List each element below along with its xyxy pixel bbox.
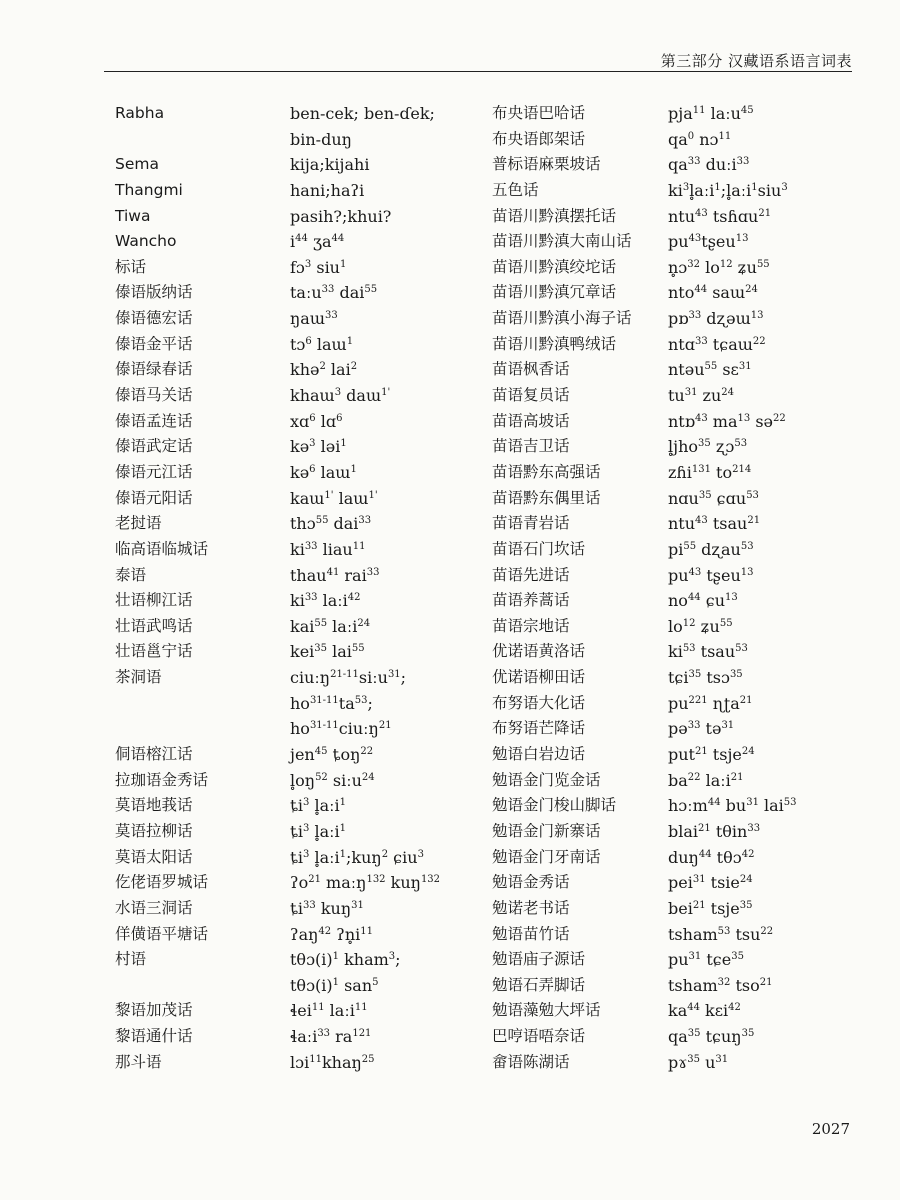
- language-name: [115, 716, 285, 742]
- word-form: ciuːŋ$^{21-11}$siːu$^{31}$;: [290, 668, 407, 688]
- word-form: pɤ$^{35}$ $u^{31}$: [668, 1052, 729, 1072]
- right-word-forms: [668, 101, 878, 1075]
- language-name: 傣语孟连话: [115, 411, 193, 430]
- word-form: tɕi$^{35}$ tsɔ$^{35}$: [668, 668, 743, 688]
- language-name: 标话: [115, 257, 147, 276]
- word-form: $ho^{31-11}ta^{53}$;: [290, 693, 373, 713]
- word-form: thɔ$^{55}$ dai$^{33}$: [290, 514, 372, 534]
- language-name: 傣语马关话: [115, 386, 193, 405]
- language-name: 勉语金门新寨话: [492, 821, 601, 840]
- language-name: 傣语金平话: [115, 334, 193, 353]
- language-name: 茶洞语: [115, 668, 162, 687]
- word-form: xɑ$^6$ lɑ$^6$: [290, 411, 343, 431]
- language-name: [115, 691, 285, 717]
- word-form: tsham$^{53}$ tsu$^{22}$: [668, 924, 774, 944]
- word-form: $ki^{33}$ liau$^{11}$: [290, 539, 366, 559]
- language-name: 临高语临城话: [115, 539, 209, 558]
- language-name: 傣语元阳话: [115, 488, 193, 507]
- language-name: 勉语金门览金话: [492, 770, 601, 789]
- word-form: lɔi$^{11}$khaŋ$^{25}$: [290, 1052, 375, 1072]
- word-form: ntəu$^{55}$ sɛ$^{31}$: [668, 360, 752, 380]
- language-name: 莫语太阳话: [115, 847, 193, 866]
- word-form: hɔːm$^{44}$ $bu^{31}$ lai$^{53}$: [668, 796, 797, 816]
- language-name: 勉语庙子源话: [492, 950, 586, 969]
- language-name: 布努语芒降话: [492, 719, 586, 738]
- language-name: 巴哼语唔奈话: [492, 1027, 586, 1046]
- word-form: nto$^{44}$ saɯ$^{24}$: [668, 283, 758, 303]
- language-name: 布努语大化话: [492, 693, 586, 712]
- word-form: $pu^{31}$ tɕe$^{35}$: [668, 950, 744, 970]
- language-name: 壮语武鸣话: [115, 616, 193, 635]
- word-form: khaɯ$^3$ daɯ$^{1'}$: [290, 386, 391, 406]
- right-language-names: [492, 101, 667, 1075]
- language-name: 普标语麻栗坡话: [492, 155, 601, 174]
- word-form: fɔ$^3$ siu$^1$: [290, 257, 347, 277]
- word-form: pasih?;khui?: [290, 206, 392, 226]
- language-name: 勉语金门梭山脚话: [492, 796, 617, 815]
- language-name: Thangmi: [115, 180, 183, 199]
- word-form: kə$^6$ laɯ$^1$: [290, 462, 357, 482]
- language-name: 佯僙语平塘话: [115, 924, 209, 943]
- language-name: 苗语养蒿话: [492, 591, 570, 610]
- left-language-names: [115, 101, 285, 1075]
- word-form: put$^{21}$ tsje$^{24}$: [668, 745, 755, 765]
- word-form: bei$^{21}$ tsje$^{35}$: [668, 898, 753, 918]
- language-name: 傣语绿春话: [115, 360, 193, 379]
- language-name: 苗语川黔滇小海子话: [492, 309, 632, 328]
- word-form: $pi^{55}$ dʐau$^{53}$: [668, 539, 754, 559]
- language-name: 勉语金门牙南话: [492, 847, 601, 866]
- language-name: 傣语德宏话: [115, 309, 193, 328]
- language-name: 苗语宗地话: [492, 616, 570, 635]
- word-form: $ba^{22}$ laːi$^{21}$: [668, 770, 744, 790]
- language-name: 村语: [115, 950, 147, 969]
- word-form: zɦi$^{131}$ $to^{214}$: [668, 462, 752, 482]
- word-form: ɬaːi$^{33}$ $ra^{121}$: [290, 1027, 372, 1047]
- language-name: 布央语巴哈话: [492, 104, 586, 122]
- language-name: 优诺语黄洛话: [492, 642, 586, 661]
- language-name: 布央语郎架话: [492, 129, 586, 148]
- word-form: kə$^3$ ləi$^1$: [290, 437, 347, 457]
- word-form: blai$^{21}$ tθin$^{33}$: [668, 821, 761, 841]
- word-form: $ki^{53}$ tsau$^{53}$: [668, 642, 748, 662]
- language-name: 那斗语: [115, 1052, 162, 1071]
- word-form: ʔaŋ$^{42}$ $ʔn̥i^{11}$: [290, 924, 373, 944]
- word-form: khə$^2$ lai$^2$: [290, 360, 358, 380]
- language-name: 苗语复员话: [492, 386, 570, 405]
- language-name: 五色话: [492, 180, 539, 199]
- word-form: jen$^{45}$ ȶoŋ$^{22}$: [290, 745, 374, 765]
- language-name: 莫语地莪话: [115, 796, 193, 815]
- word-form: thau$^{41}$ rai$^{33}$: [290, 565, 380, 585]
- language-name: Rabha: [115, 104, 165, 122]
- language-name: 优诺语柳田话: [492, 668, 586, 687]
- language-name: 苗语黔东偶里话: [492, 488, 601, 507]
- word-form: l̥jho$^{35}$ ʐɔ$^{53}$: [668, 437, 748, 457]
- language-name: 苗语青岩话: [492, 514, 570, 533]
- language-name: 傣语武定话: [115, 437, 193, 456]
- language-name: Sema: [115, 155, 159, 174]
- language-name: 壮语柳江话: [115, 591, 193, 610]
- language-name: 苗语川黔滇冗章话: [492, 283, 617, 302]
- word-form: $pu^{221}$ ɳʈa$^{21}$: [668, 693, 753, 713]
- word-form: ntu$^{43}$ tsɦɑu$^{21}$: [668, 206, 772, 226]
- word-form: $ȶi^3$ l̥aːi$^1$;kuŋ$^2$ ɕiu$^3$: [290, 847, 424, 867]
- word-form: taːu$^{33}$ dai$^{55}$: [290, 283, 378, 303]
- word-form: $ki^3l̥aːi^1;l̥aːi^1siu^3$: [668, 180, 788, 200]
- word-form: $ki^{33}$ laːi$^{42}$: [290, 591, 361, 611]
- language-name: 勉诺老书话: [492, 898, 570, 917]
- word-form: ntɒ$^{43}$ $ma^{13}$ sə$^{22}$: [668, 411, 786, 431]
- word-form: kija;kijahi: [290, 155, 370, 175]
- word-form: pɒ$^{33}$ dʐəɯ$^{13}$: [668, 309, 764, 329]
- language-name: 苗语先进话: [492, 565, 570, 584]
- page-number: 2027: [811, 1120, 850, 1138]
- left-word-forms: [290, 101, 490, 1075]
- word-form: $lo^{12}$ ʑu$^{55}$: [668, 616, 733, 636]
- language-name: 老挝语: [115, 514, 162, 533]
- running-header: 第三部分 汉藏语系语言词表: [660, 52, 852, 70]
- word-form: ŋaɯ$^{33}$: [290, 309, 338, 329]
- language-name: 勉语金秀话: [492, 873, 570, 892]
- word-form: kaɯ$^{1'}$ laɯ$^{1'}$: [290, 488, 378, 508]
- word-form: $pu^{43}tʂeu^{13}$: [668, 232, 749, 252]
- language-name: 苗语高坡话: [492, 411, 570, 430]
- language-name: 畲语陈湖话: [492, 1052, 570, 1071]
- language-name: [115, 973, 285, 999]
- word-form: $t\theta ɔ(i)^1$ san$^5$: [290, 975, 379, 995]
- language-name: [115, 127, 285, 153]
- word-form: ntɑ$^{33}$ tɕaɯ$^{22}$: [668, 334, 766, 354]
- language-name: 壮语邕宁话: [115, 642, 193, 661]
- word-form: $ȶi^{33}$ kuŋ$^{31}$: [290, 898, 364, 918]
- word-form: $qa^{35}$ tɕuŋ$^{35}$: [668, 1027, 755, 1047]
- language-name: 苗语石门坎话: [492, 539, 586, 558]
- language-name: 勉语藻勉大坪话: [492, 1001, 601, 1020]
- language-name: 勉语苗竹话: [492, 924, 570, 943]
- word-form: $i^{44}$ ʒa$^{44}$: [290, 232, 345, 252]
- word-form: kai$^{55}$ laːi$^{24}$: [290, 616, 371, 636]
- language-name: 拉珈语金秀话: [115, 770, 209, 789]
- language-name: 勉语石弄脚话: [492, 975, 586, 994]
- language-name: 苗语枫香话: [492, 360, 570, 379]
- language-name: 仡佬语罗城话: [115, 873, 209, 892]
- language-name: 侗语榕江话: [115, 745, 193, 764]
- word-form: $no^{44}$ ɕu$^{13}$: [668, 591, 738, 611]
- language-name: 苗语川黔滇大南山话: [492, 232, 632, 251]
- word-form: ntu$^{43}$ tsau$^{21}$: [668, 514, 761, 534]
- word-form: ʔo$^{21}$ maːŋ$^{132}$ kuŋ$^{132}$: [290, 873, 441, 893]
- word-form: pei$^{31}$ tsie$^{24}$: [668, 873, 753, 893]
- word-form: tsham$^{32}$ tso$^{21}$: [668, 975, 773, 995]
- word-form: $ȶi^3$ l̥aːi$^1$: [290, 821, 347, 841]
- word-form: $ȶi^3$ l̥aːi$^1$: [290, 796, 347, 816]
- language-name: Wancho: [115, 232, 177, 251]
- language-name: 傣语版纳话: [115, 283, 193, 302]
- word-form: $l̥oŋ^{52}$ siːu$^{24}$: [290, 770, 375, 790]
- language-name: 苗语川黔滇绞坨话: [492, 257, 617, 276]
- language-name: 黎语通什话: [115, 1027, 193, 1046]
- word-form: $ka^{44}$ kɛi$^{42}$: [668, 1001, 741, 1021]
- language-name: 苗语吉卫话: [492, 437, 570, 456]
- language-name: 水语三洞话: [115, 898, 193, 917]
- language-name: 勉语白岩边话: [492, 745, 586, 764]
- word-form: pja$^{11}$ laːu$^{45}$: [668, 104, 754, 123]
- word-form: duŋ$^{44}$ tθɔ$^{42}$: [668, 847, 755, 867]
- word-form: pə$^{33}$ tə$^{31}$: [668, 719, 735, 739]
- language-name: 傣语元江话: [115, 462, 193, 481]
- word-form: $qa^0$ nɔ$^{11}$: [668, 129, 732, 149]
- language-name: 苗语黔东高强话: [492, 462, 601, 481]
- word-form: $qa^{33}$ duːi$^{33}$: [668, 155, 750, 175]
- language-name: 苗语川黔滇摆托话: [492, 206, 617, 225]
- word-form: n̥ɔ$^{32}$ $lo^{12}$ ʑu$^{55}$: [668, 257, 770, 277]
- word-form: nɑu$^{35}$ ɕɑu$^{53}$: [668, 488, 759, 508]
- word-form: kei$^{35}$ lai$^{55}$: [290, 642, 365, 662]
- word-form: $pu^{43}$ tʂeu$^{13}$: [668, 565, 754, 585]
- word-form: tɔ$^6$ laɯ$^1$: [290, 334, 354, 354]
- word-form: $tu^{31}$ $zu^{24}$: [668, 386, 735, 406]
- word-form: hani;haʔi: [290, 180, 365, 200]
- language-name: 泰语: [115, 565, 147, 584]
- language-name: 黎语加茂话: [115, 1001, 193, 1020]
- language-name: 莫语拉柳话: [115, 821, 193, 840]
- word-form: $ho^{31-11}ciuːŋ^{21}$: [290, 719, 392, 739]
- word-form: $t\theta ɔ(i)^1$ kham$^3$;: [290, 950, 401, 970]
- language-name: 苗语川黔滇鸭绒话: [492, 334, 617, 353]
- word-form: ɬei$^{11}$ laːi$^{11}$: [290, 1001, 368, 1021]
- header-rule: [104, 71, 852, 72]
- word-form: ben-cek; ben-ɗek;: [290, 104, 435, 123]
- word-form: bin-duŋ: [290, 129, 352, 149]
- language-name: Tiwa: [115, 206, 151, 225]
